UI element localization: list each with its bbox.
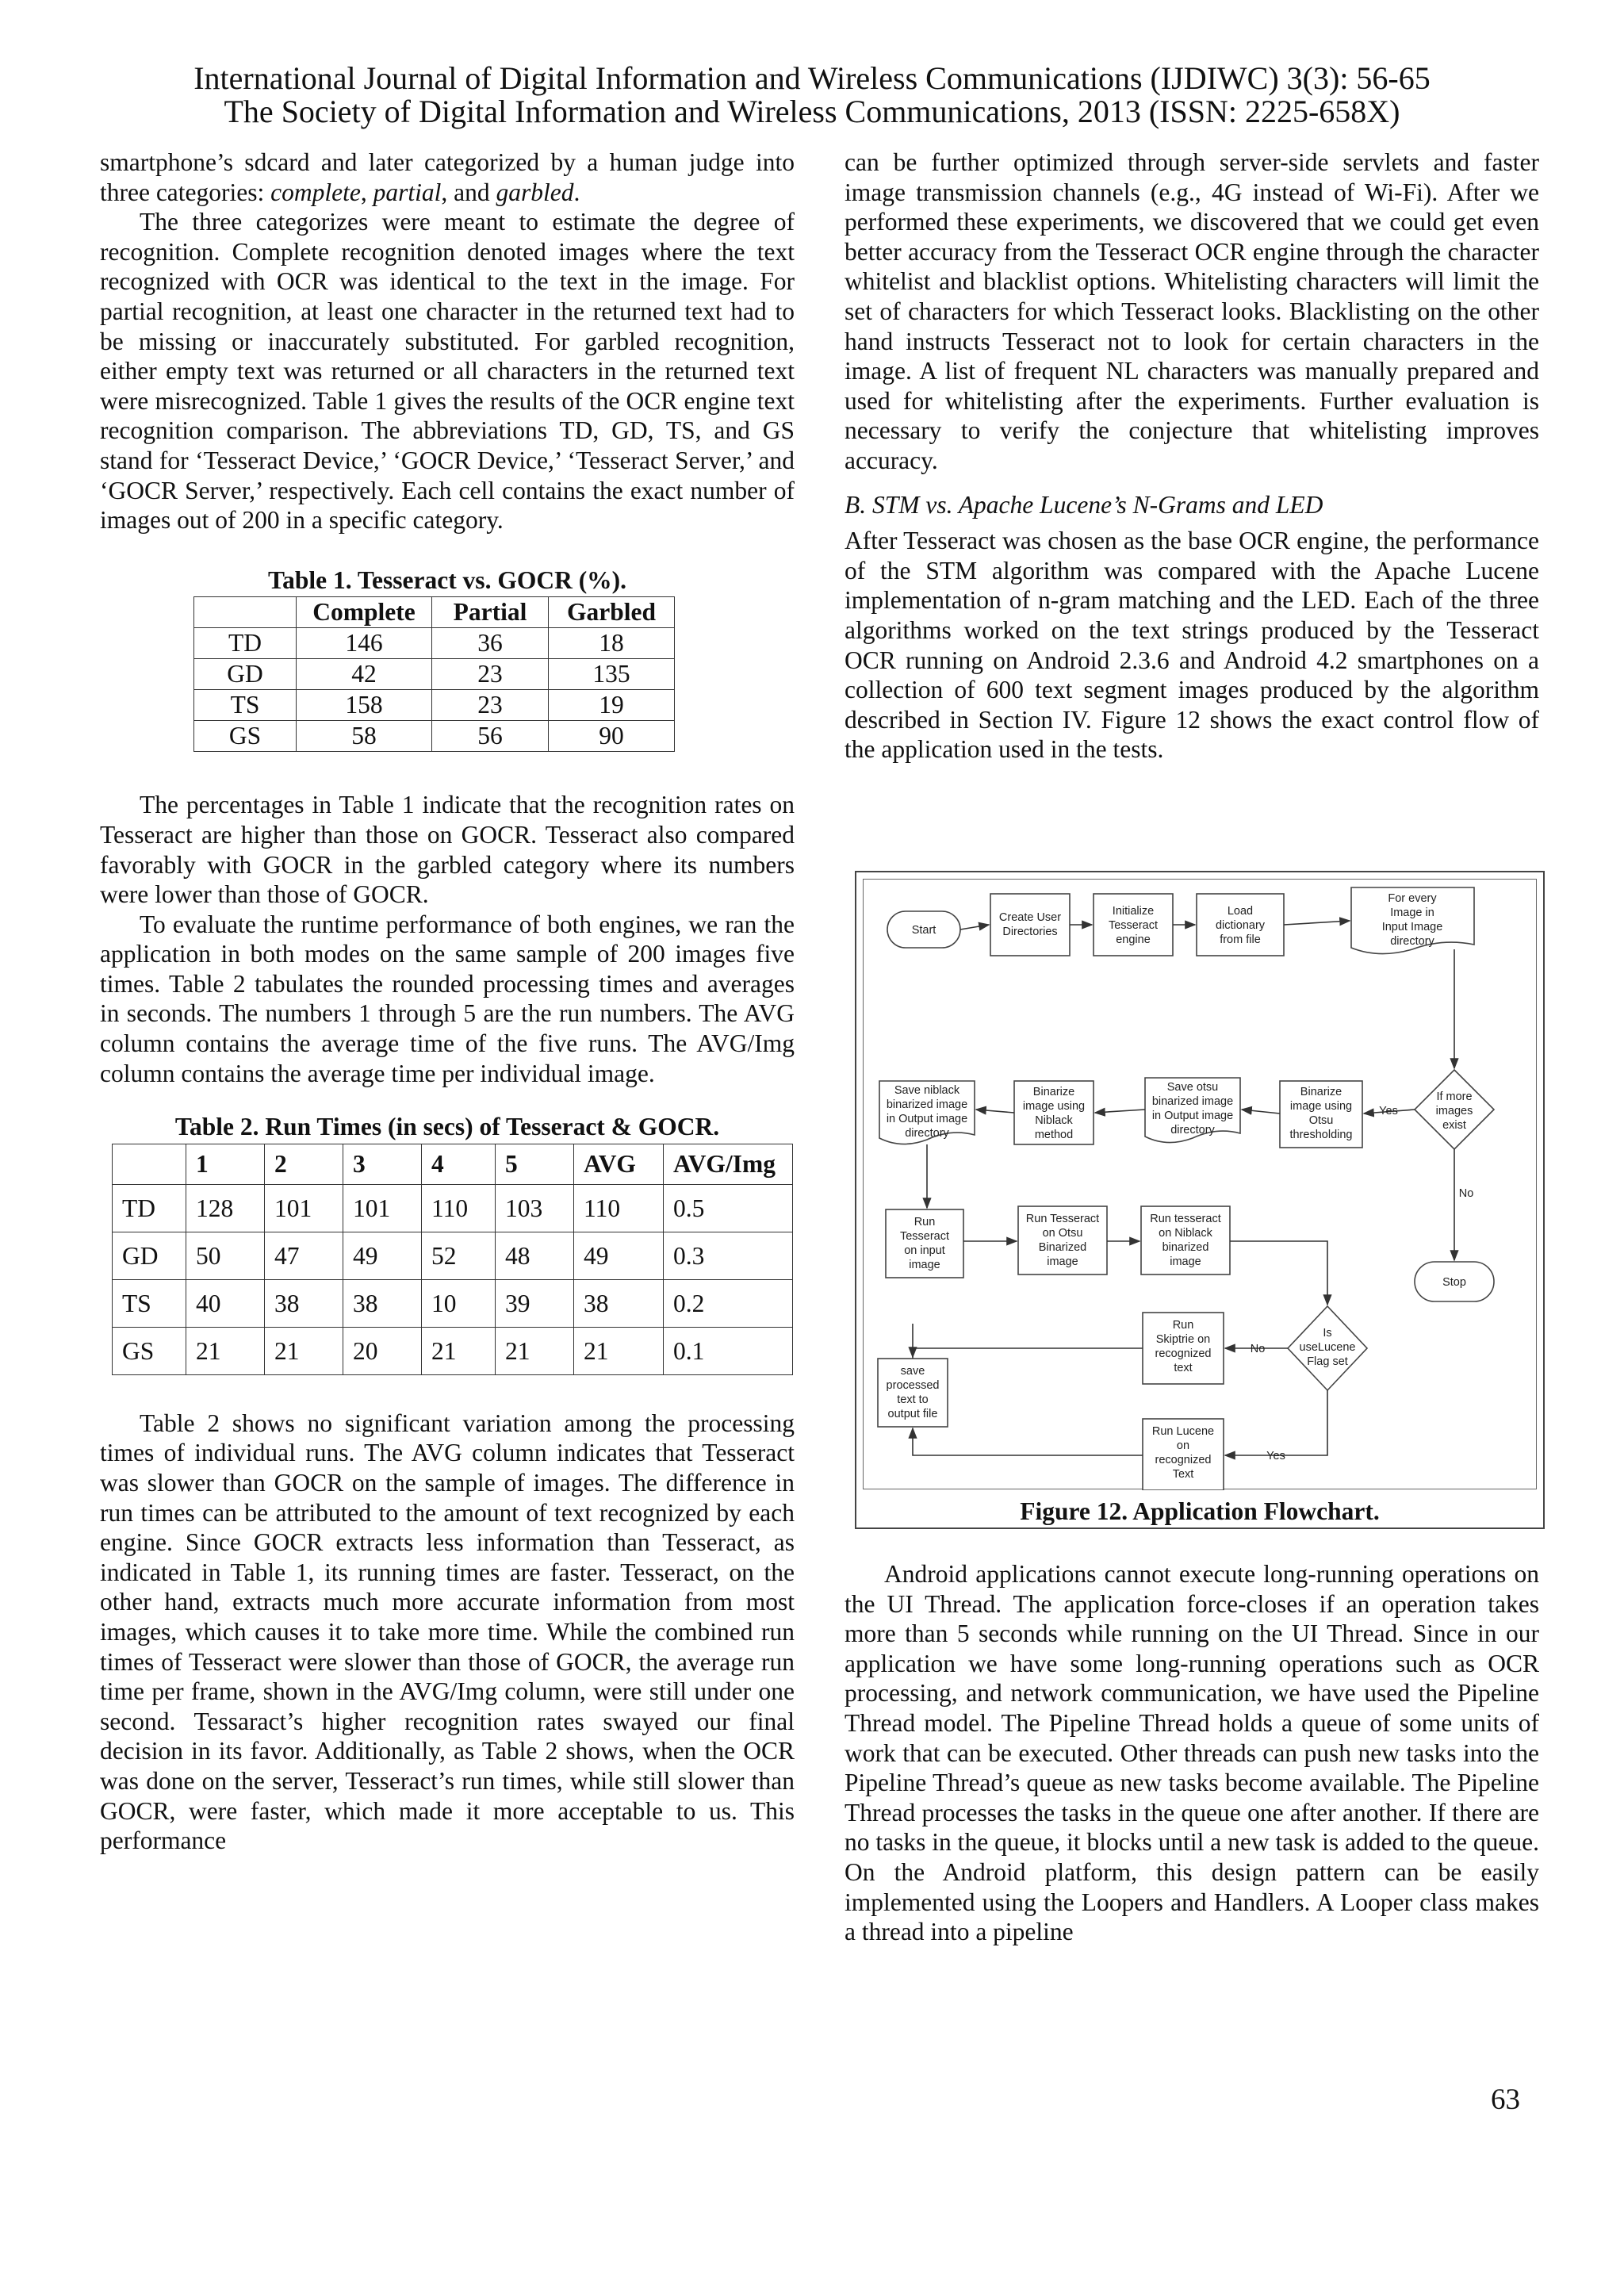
paragraph: Table 2 shows no significant variation among the processing times of individual runs. The AVG column indicates that Tesseract was slower than GOCR on the sample of images. The difference in run times can be attributed to the amount of text recognized by each engine. Since GOCR extracts less information than Tesseract, as indicated in Table 1, its running times are faster. Tesseract, on the other hand, extracts much more accurate information from most images, which causes it to take more time. While the combined run times of Tesseract were slower than those of GOCR, the average run time per frame, shown in the AVG/Img column, were still under one second. Tessaract’s higher recognition rates swayed our final decision in its favor. Additionally, as Table 2 shows, when the OCR was done on the server, Tesseract’s run times, while still slower than GOCR, were faster, which made it more acceptable to us. This performance <box>100 1409 795 1855</box>
table-cell: 0.2 <box>664 1279 793 1327</box>
flowchart-label: Input Image <box>1381 921 1443 933</box>
table-cell: TS <box>113 1279 186 1327</box>
flowchart-label: Otsu <box>1308 1114 1334 1127</box>
table-row <box>113 1279 793 1327</box>
table-row <box>113 1232 793 1279</box>
flowchart-label: processed <box>886 1379 940 1392</box>
table-cell: 110 <box>574 1184 664 1232</box>
flowchart-label: directory <box>905 1127 949 1140</box>
table-cell: Complete <box>297 597 432 628</box>
flowchart-label: Run <box>1172 1319 1194 1332</box>
table-cell: 1 <box>186 1144 265 1184</box>
table-cell: 38 <box>343 1279 422 1327</box>
table-cell: 146 <box>297 628 432 659</box>
table-row <box>194 721 675 752</box>
table-row <box>113 1327 793 1374</box>
table-cell: 10 <box>422 1279 496 1327</box>
table-cell: 23 <box>432 690 549 721</box>
table-cell: AVG <box>574 1144 664 1184</box>
table-cell: 19 <box>549 690 675 721</box>
table-cell: 42 <box>297 659 432 690</box>
table-cell: 0.5 <box>664 1184 793 1232</box>
flowchart-label: For every <box>1388 892 1437 905</box>
table-cell: 20 <box>343 1327 422 1374</box>
table-cell: 21 <box>422 1327 496 1374</box>
flowchart-label: text to <box>897 1393 929 1406</box>
table-cell: 58 <box>297 721 432 752</box>
paragraph: The percentages in Table 1 indicate that the recognition rates on Tesseract are higher than those on GOCR. Tesseract also compared favorably with GOCR in the garbled category where its numbers were lower than those of GOCR. <box>100 791 795 909</box>
table-cell <box>194 597 297 628</box>
table-cell: 128 <box>186 1184 265 1232</box>
table-header-row <box>194 597 675 628</box>
flowchart-label: on <box>1176 1439 1190 1452</box>
flowchart-label: Image in <box>1390 907 1434 919</box>
create-user-directories-box <box>990 894 1070 956</box>
flowchart-label: binarized image <box>886 1098 968 1111</box>
flowchart-label: directory <box>1390 935 1434 948</box>
table-cell: 23 <box>432 659 549 690</box>
table-cell: 101 <box>265 1184 343 1232</box>
arrow <box>1242 1110 1280 1114</box>
flowchart-label: recognized <box>1155 1454 1212 1466</box>
table-row <box>194 659 675 690</box>
table-cell: 47 <box>265 1232 343 1279</box>
paragraph: To evaluate the runtime performance of both engines, we ran the application in both modes on the same sample of 200 images five times. Table 2 tabulates the rounded processing times and averages in seconds. The numbers 1 through 5 are the run numbers. The AVG column contains the average time of the five runs. The AVG/Img column contains the average time per individual image. <box>100 910 795 1087</box>
paragraph: smartphone’s sdcard and later categorized by a human judge into three categories: complete, partial, and garbled. <box>100 148 795 206</box>
flowchart-label: Text <box>1172 1468 1194 1481</box>
flowchart-label: Is <box>1323 1327 1332 1340</box>
flowchart-label: Initialize <box>1112 905 1155 918</box>
flowchart-label: images <box>1435 1105 1473 1117</box>
table-cell: 18 <box>549 628 675 659</box>
flowchart-label: from file <box>1220 933 1261 946</box>
table-cell: GD <box>113 1232 186 1279</box>
subsection-heading: B. STM vs. Apache Lucene’s N-Grams and LED <box>845 490 1323 519</box>
table-cell: AVG/Img <box>664 1144 793 1184</box>
table-cell: 5 <box>496 1144 574 1184</box>
table-cell: Garbled <box>549 597 675 628</box>
table-cell: 2 <box>265 1144 343 1184</box>
table-cell: 0.3 <box>664 1232 793 1279</box>
arrow <box>1284 921 1350 925</box>
table-cell: Partial <box>432 597 549 628</box>
flowchart-label: Tesseract <box>1108 919 1159 932</box>
table-cell: 101 <box>343 1184 422 1232</box>
table-cell: TD <box>194 628 297 659</box>
flowchart-label: No <box>1250 1343 1266 1355</box>
table-cell: 38 <box>265 1279 343 1327</box>
left-column <box>100 148 795 1856</box>
flowchart-label: in Output image <box>1151 1110 1234 1122</box>
table-1-caption: Table 1. Tesseract vs. GOCR (%). <box>267 565 627 594</box>
flowchart-label: method <box>1034 1129 1074 1141</box>
flowchart-label: Yes <box>1379 1105 1398 1117</box>
table-cell: 21 <box>186 1327 265 1374</box>
table-row <box>194 628 675 659</box>
flowchart-label: save <box>900 1365 925 1378</box>
table-cell: 49 <box>343 1232 422 1279</box>
flowchart-label: Load <box>1227 905 1254 918</box>
table-cell: 3 <box>343 1144 422 1184</box>
table-cell: 50 <box>186 1232 265 1279</box>
arrow <box>960 925 989 930</box>
flowchart-label: image using <box>1289 1100 1353 1113</box>
flowchart-label: engine <box>1116 933 1151 946</box>
table-cell: TD <box>113 1184 186 1232</box>
table-cell: 21 <box>496 1327 574 1374</box>
table-cell: 52 <box>422 1232 496 1279</box>
flowchart-label: image using <box>1022 1100 1086 1113</box>
arrow <box>913 1348 1143 1357</box>
paragraph: The three categorizes were meant to estimate the degree of recognition. Complete recognition denoted images where the text recognized with OCR was identical to the text in the image. For partial recognition, at least one character in the returned text had to be missing or inaccurately substituted. For garbled recognition, either empty text was returned or all characters in the returned text were misrecognized. Table 1 gives the results of the OCR engine text recognition comparison. The abbreviations TD, GD, TS, and GS stand for ‘Tesseract Device,’ ‘GOCR Device,’ ‘Tesseract Server,’ and ‘GOCR Server,’ respectively. Each cell contains the exact number of images out of 200 in a specific category. <box>100 208 795 535</box>
flowchart-label: Run Lucene <box>1151 1425 1215 1438</box>
flowchart-label: Run tesseract <box>1150 1213 1221 1225</box>
table-cell: 110 <box>422 1184 496 1232</box>
flowchart-label: Save otsu <box>1166 1081 1219 1094</box>
table-cell: 48 <box>496 1232 574 1279</box>
table-row <box>194 690 675 721</box>
flowchart-label: useLucene <box>1299 1341 1356 1354</box>
table-2-caption: Table 2. Run Times (in secs) of Tesseract & GOCR. <box>174 1113 720 1141</box>
table-cell: 135 <box>549 659 675 690</box>
paragraph: Android applications cannot execute long-running operations on the UI Thread. The application force-closes if an operation takes more than 5 seconds while running on the UI Thread. Since in our application we have some long-running operations such as OCR processing, and network communication, we have used the Pipeline Thread model. The Pipeline Thread holds a queue of some units of work that can be executed. Other threads can push new tasks into the Pipeline Thread’s queue as new tasks become available. The Pipeline Thread processes the tasks in the queue one after another. If there are no tasks in the queue, it blocks until a new task is added to the queue. On the Android platform, this design pattern can be easily implemented using the Loopers and Handlers. A Looper class makes a thread into a pipeline <box>845 1560 1539 1946</box>
flowchart-label: Create User <box>998 911 1062 924</box>
flowchart-label: Binarize <box>1032 1086 1075 1098</box>
flowchart-label: Binarized <box>1038 1241 1087 1254</box>
figure-caption: Figure 12. Application Flowchart. <box>1020 1497 1380 1525</box>
table-cell: 90 <box>549 721 675 752</box>
flowchart-label: Niblack <box>1035 1114 1073 1127</box>
table-1 <box>193 596 675 752</box>
table-2 <box>112 1144 793 1375</box>
table-cell: GS <box>194 721 297 752</box>
flowchart-label: directory <box>1170 1124 1215 1137</box>
application-flowchart <box>864 880 1538 1490</box>
flowchart-frame <box>863 879 1537 1489</box>
table-cell: 4 <box>422 1144 496 1184</box>
flowchart-label: thresholding <box>1289 1129 1353 1141</box>
table-cell: 36 <box>432 628 549 659</box>
right-column-top <box>845 148 1539 765</box>
table-cell: 56 <box>432 721 549 752</box>
table-cell: 21 <box>265 1327 343 1374</box>
flowchart-label: Start <box>911 924 936 937</box>
flowchart-label: Save niblack <box>894 1084 960 1097</box>
flowchart-label: Directories <box>1002 926 1058 938</box>
arrow <box>913 1428 1143 1455</box>
page-number: 63 <box>1491 2083 1520 2116</box>
flowchart-label: dictionary <box>1215 919 1266 932</box>
flowchart-label: Flag set <box>1307 1355 1348 1368</box>
table-cell: TS <box>194 690 297 721</box>
table-header-row <box>113 1144 793 1184</box>
table-cell: 103 <box>496 1184 574 1232</box>
paragraph: After Tesseract was chosen as the base OCR engine, the performance of the STM algorithm was compared with the Apache Lucene implementation of n-gram matching and the LED. Each of the three algorithms worked on the text strings produced by the Tesseract OCR running on Android 2.3.6 and Android 4.2 smartphones on a collection of 600 text segment images produced by the algorithm described in Section IV. Figure 12 shows the exact control flow of the application used in the tests. <box>845 527 1539 764</box>
flowchart-label: Skiptrie on <box>1155 1333 1211 1346</box>
flowchart-label: image <box>909 1259 940 1271</box>
journal-header-line-2: The Society of Digital Information and Wireless Communications, 2013 (ISSN: 2225-658X) <box>224 94 1400 129</box>
table-cell: 38 <box>574 1279 664 1327</box>
table-cell: 21 <box>574 1327 664 1374</box>
flowchart-label: If more <box>1436 1091 1473 1103</box>
flowchart-label: recognized <box>1155 1347 1212 1360</box>
arrow <box>1095 1110 1145 1113</box>
arrow <box>976 1110 1014 1113</box>
flowchart-label: No <box>1458 1187 1474 1200</box>
table-cell <box>113 1144 186 1184</box>
flowchart-label: Yes <box>1266 1450 1285 1462</box>
flowchart-label: binarized <box>1162 1241 1209 1254</box>
arrow <box>1230 1241 1327 1305</box>
flowchart-label: binarized image <box>1151 1095 1234 1108</box>
table-cell: 49 <box>574 1232 664 1279</box>
flowchart-label: image <box>1047 1255 1078 1268</box>
flowchart-label: on input <box>904 1244 945 1257</box>
table-cell: 40 <box>186 1279 265 1327</box>
flowchart-label: in Output image <box>886 1113 968 1125</box>
table-cell: 158 <box>297 690 432 721</box>
flowchart-label: Binarize <box>1300 1086 1342 1098</box>
flowchart-label: output file <box>887 1408 938 1420</box>
figure-12 <box>855 871 1545 1529</box>
flowchart-label: Run <box>914 1216 936 1228</box>
arrow <box>1225 1390 1327 1455</box>
flowchart-label: on Niblack <box>1159 1227 1212 1240</box>
flowchart-label: image <box>1170 1255 1201 1268</box>
paragraph: can be further optimized through server-side servlets and faster image transmission channels (e.g., 4G instead of Wi-Fi). After we performed these experiments, we discovered that we could get even better accuracy from the Tesseract OCR engine through the character whitelist and blacklist options. Whitelisting characters will limit the set of characters for which Tesseract looks. Blacklisting on the other hand instructs Tesseract not to look for certain characters in the image. A list of frequent NL characters was manually prepared and used for whitelisting after the experiments. Further evaluation is necessary to verify the conjecture that whitelisting improves accuracy. <box>845 148 1539 474</box>
table-cell: 0.1 <box>664 1327 793 1374</box>
right-column-bottom <box>845 1559 1539 1947</box>
flowchart-label: text <box>1174 1362 1193 1374</box>
table-row <box>113 1184 793 1232</box>
table-cell: GS <box>113 1327 186 1374</box>
table-cell: GD <box>194 659 297 690</box>
flowchart-label: Run Tesseract <box>1025 1213 1100 1225</box>
table-cell: 39 <box>496 1279 574 1327</box>
flowchart-label: on Otsu <box>1042 1227 1083 1240</box>
flowchart-label: Stop <box>1442 1276 1466 1289</box>
flowchart-label: Tesseract <box>899 1230 950 1243</box>
journal-header-line-1: International Journal of Digital Information and Wireless Communications (IJDIWC) 3(3): 56-65 <box>193 60 1431 96</box>
flowchart-label: exist <box>1442 1119 1466 1132</box>
